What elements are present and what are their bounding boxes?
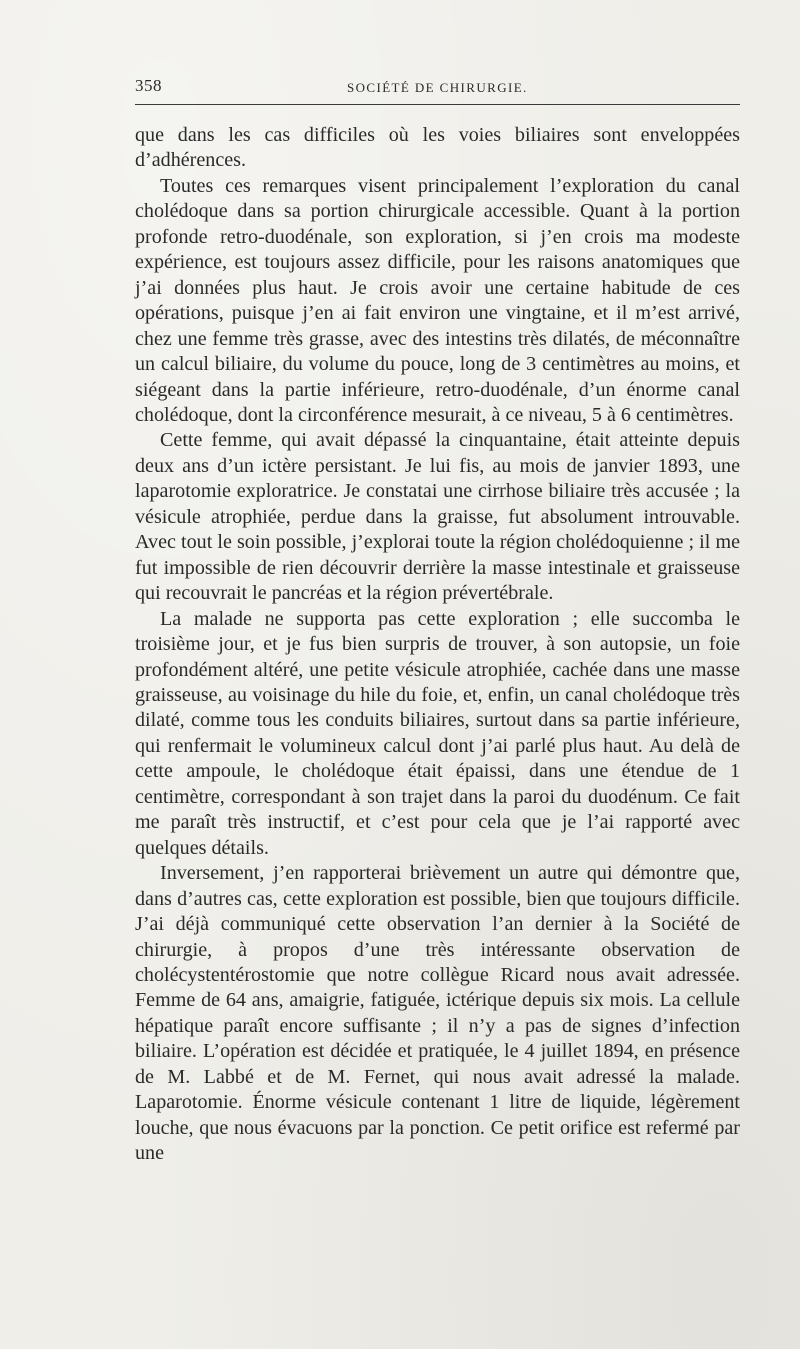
paragraph: Toutes ces remarques visent principalement l’exploration du canal cholédoque dans sa portion chirurgicale accessible. Quant à la portion profonde retro-duodénale, son exploration, si j’en crois ma modeste expérience, est toujours assez difficile, pour les raisons anatomiques que j’ai données plus haut. Je crois avoir une certaine habitude de ces opérations, puisque j’en ai fait environ une vingtaine, et il m’est arrivé, chez une femme très grasse, avec des intestins très dilatés, de méconnaître un calcul biliaire, du volume du pouce, long de 3 centimètres au moins, et siégeant dans la partie inférieure, retro-duodénale, d’un énorme canal cholédoque, dont la circonférence mesurait, à ce niveau, 5 à 6 centimètres. [135, 174, 740, 426]
paragraph: Inversement, j’en rapporterai brièvement un autre qui démontre que, dans d’autres cas, cette exploration est possible, bien que toujours difficile. J’ai déjà communiqué cette observation l’an dernier à la Société de chirurgie, à propos d’une très intéressante observation de cholécystentérostomie que notre collègue Ricard nous avait adressée. Femme de 64 ans, amaigrie, fatiguée, ictérique depuis six mois. La cellule hépatique paraît encore suffisante ; il n’y a pas de signes d’infection biliaire. L’opération est décidée et pratiquée, le 4 juillet 1894, en présence de M. Labbé et de M. Fernet, qui nous avait adressé la malade. Laparotomie. Énorme vésicule contenant 1 litre de liquide, légèrement louche, que nous évacuons par la ponction. Ce petit orifice est refermé par une [135, 862, 740, 1165]
paragraph-continuation: que dans les cas difficiles où les voies biliaires sont enveloppées d’adhérences. [135, 124, 740, 172]
running-head: SOCIÉTÉ DE CHIRURGIE. [347, 80, 528, 95]
page-header [135, 72, 740, 102]
paragraph: La malade ne supporta pas cette exploration ; elle succomba le troisième jour, et je fus bien surpris de trouver, à son autopsie, un foie profondément altéré, une petite vésicule atrophiée, cachée dans une masse graisseuse, au voisinage du hile du foie, et, enfin, un canal cholédoque très dilaté, comme tous les conduits biliaires, surtout dans sa partie inférieure, qui renfermait le volumineux calcul dont j’ai parlé plus haut. Au delà de cette ampoule, le cholédoque était épaissi, dans une étendue de 1 centimètre, correspondant à son trajet dans la paroi du duodénum. Ce fait me paraît très instructif, et c’est pour cela que je l’ai rapporté avec quelques détails. [135, 607, 740, 859]
page-number: 358 [135, 76, 162, 95]
body-text [135, 123, 740, 1167]
header-rule [135, 104, 740, 105]
paragraph: Cette femme, qui avait dépassé la cinquantaine, était atteinte depuis deux ans d’un ictère persistant. Je lui fis, au mois de janvier 1893, une laparotomie exploratrice. Je constatai une cirrhose biliaire très accusée ; la vésicule atrophiée, perdue dans la graisse, fut absolument introuvable. Avec tout le soin possible, j’explorai toute la région cholédoquienne ; il me fut impossible de rien découvrir derrière la masse intestinale et graisseuse qui recouvrait le pancréas et la région prévertébrale. [135, 429, 740, 605]
